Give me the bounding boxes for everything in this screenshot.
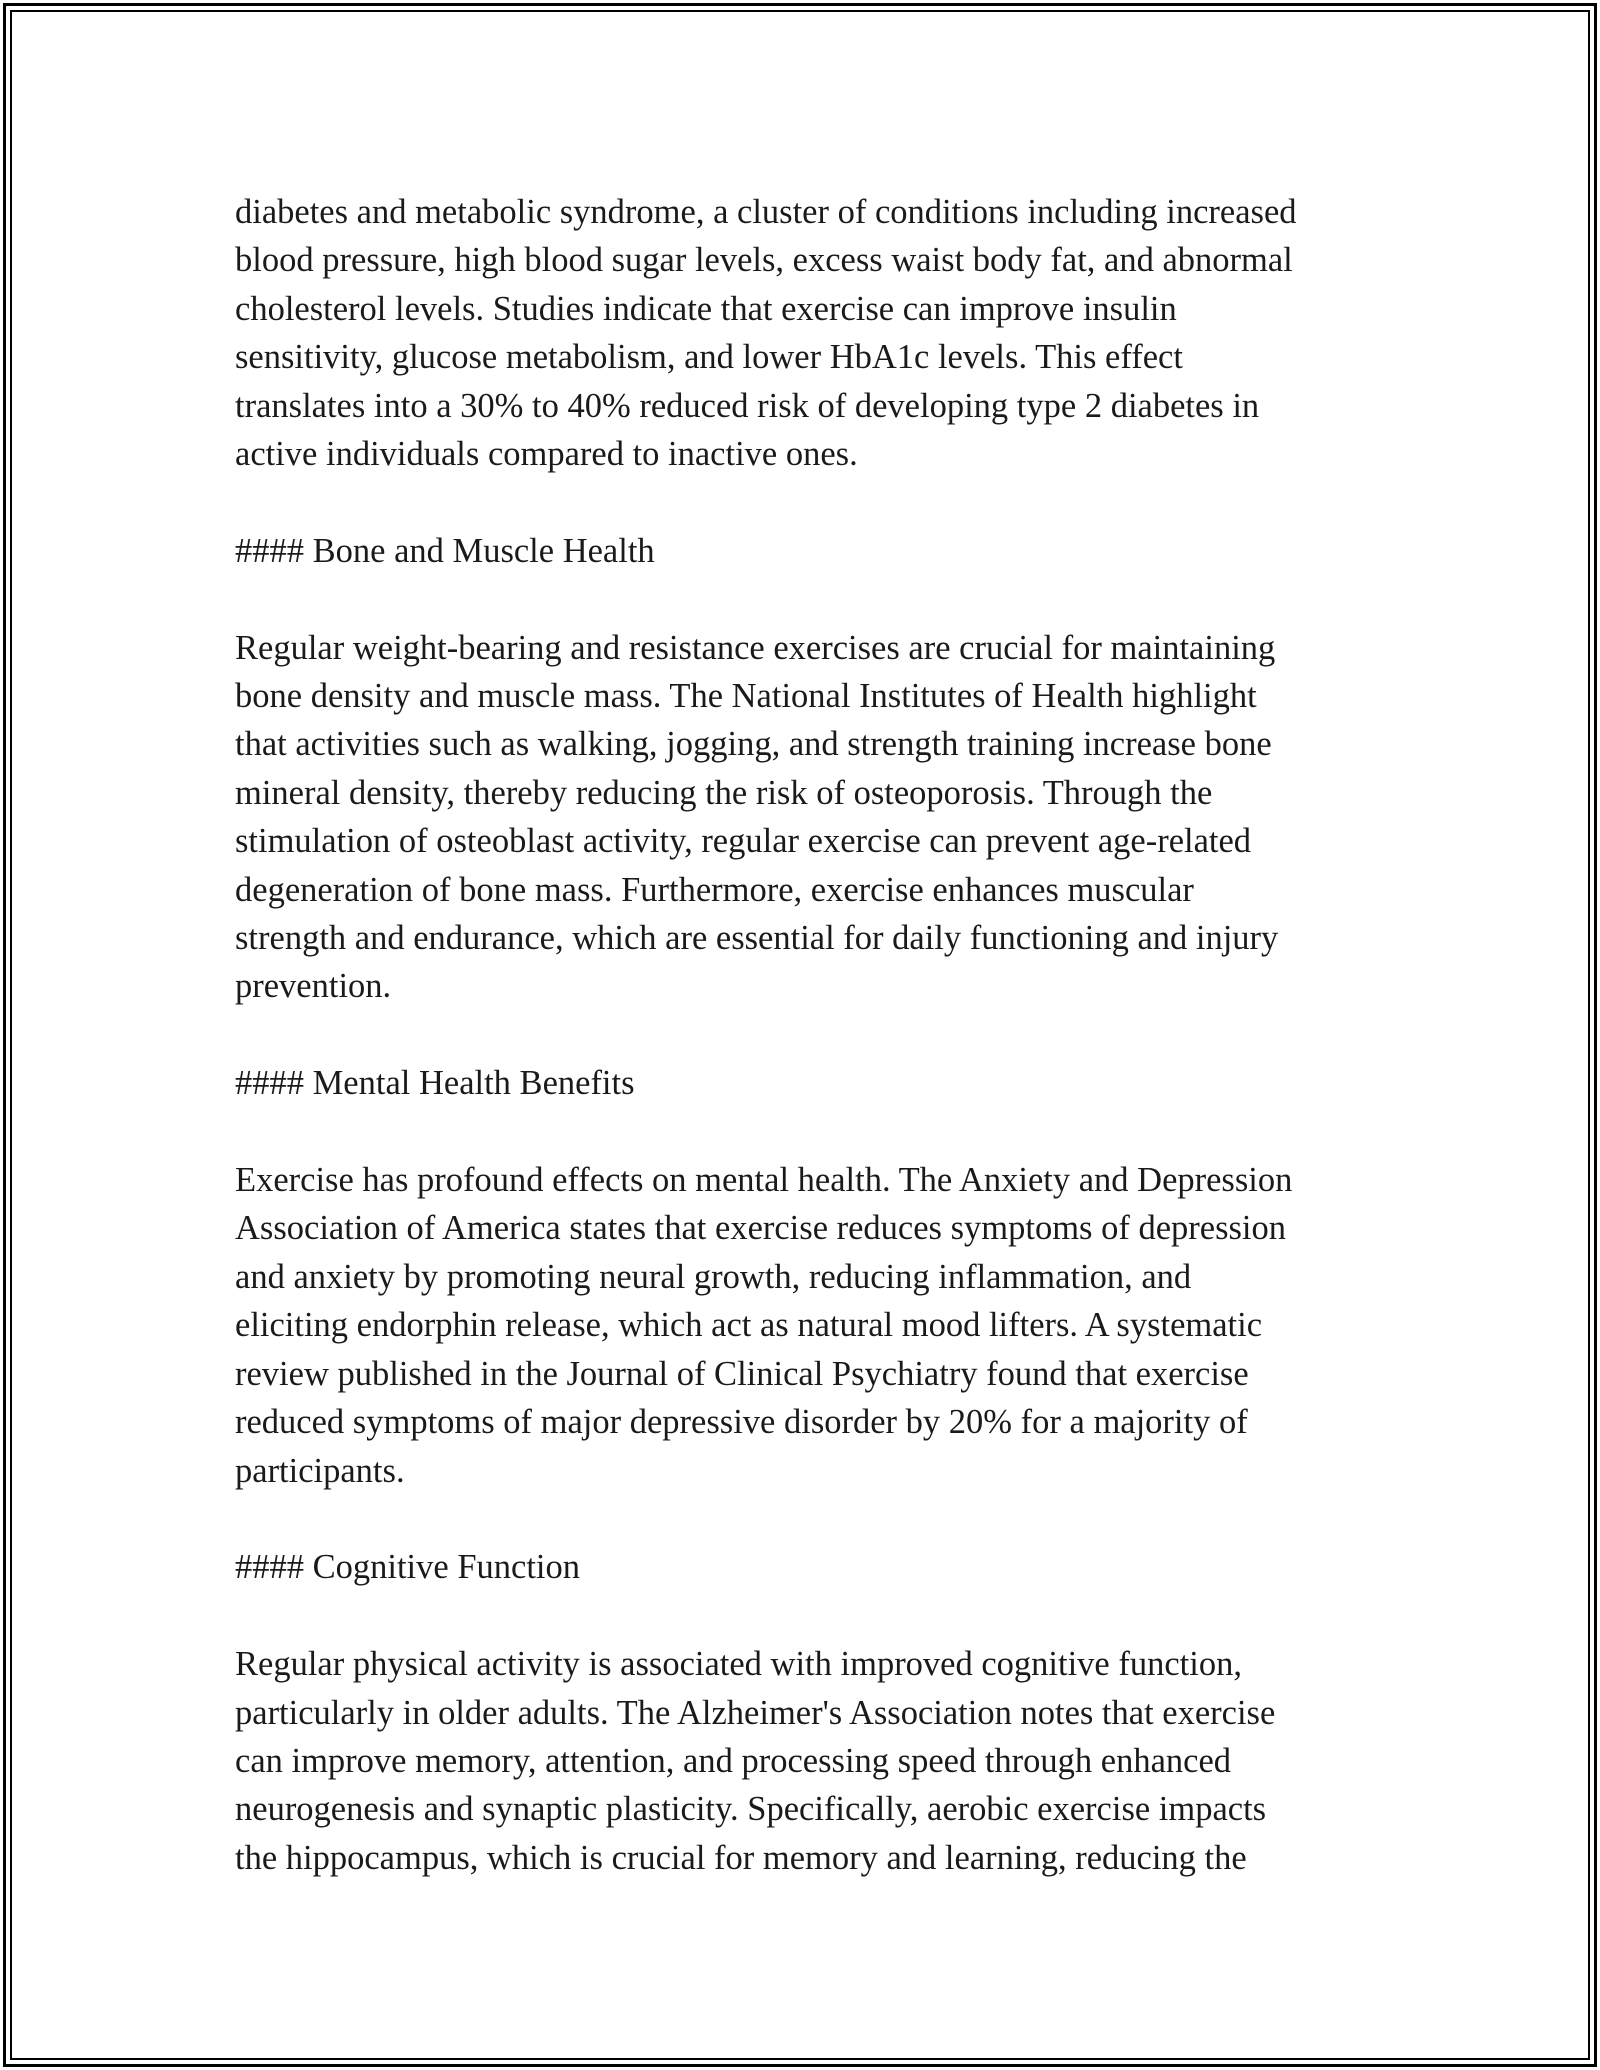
text-line: that activities such as walking, jogging, and strength training increase bone bbox=[235, 725, 1272, 764]
text-line: neurogenesis and synaptic plasticity. Specifically, aerobic exercise impacts bbox=[235, 1790, 1267, 1829]
text-line: Association of America states that exercise reduces symptoms of depression bbox=[235, 1209, 1287, 1248]
text-line: prevention. bbox=[235, 967, 392, 1006]
text-line: participants. bbox=[235, 1451, 405, 1490]
heading-mental-health-benefits: #### Mental Health Benefits bbox=[235, 1064, 635, 1103]
text-line: reduced symptoms of major depressive disorder by 20% for a majority of bbox=[235, 1403, 1248, 1442]
text-line: diabetes and metabolic syndrome, a cluster of conditions including increased bbox=[235, 193, 1297, 231]
text-line: active individuals compared to inactive ones. bbox=[235, 435, 858, 474]
text-line: translates into a 30% to 40% reduced risk of developing type 2 diabetes in bbox=[235, 386, 1260, 425]
text-line: review published in the Journal of Clinical Psychiatry found that exercise bbox=[235, 1354, 1249, 1393]
text-line: particularly in older adults. The Alzheimer's Association notes that exercise bbox=[235, 1693, 1276, 1732]
text-line: strength and endurance, which are essential for daily functioning and injury bbox=[235, 919, 1279, 958]
text-line: mineral density, thereby reducing the risk of osteoporosis. Through the bbox=[235, 773, 1213, 812]
paragraph-cognitive-function bbox=[235, 1640, 1375, 1882]
text-line: stimulation of osteoblast activity, regular exercise can prevent age-related bbox=[235, 822, 1252, 861]
text-line: eliciting endorphin release, which act as natural mood lifters. A systematic bbox=[235, 1306, 1263, 1345]
text-line: cholesterol levels. Studies indicate that exercise can improve insulin bbox=[235, 289, 1177, 328]
paragraph-bone-muscle bbox=[235, 624, 1375, 1011]
heading-bone-muscle-health: #### Bone and Muscle Health bbox=[235, 531, 655, 570]
text-line: can improve memory, attention, and processing speed through enhanced bbox=[235, 1741, 1232, 1780]
paragraph-diabetes bbox=[235, 188, 1375, 478]
text-line: bone density and muscle mass. The National Institutes of Health highlight bbox=[235, 677, 1257, 716]
text-line: degeneration of bone mass. Furthermore, exercise enhances muscular bbox=[235, 870, 1194, 909]
text-line: Exercise has profound effects on mental health. The Anxiety and Depression bbox=[235, 1161, 1293, 1200]
paragraph-mental-health bbox=[235, 1156, 1375, 1495]
text-line: blood pressure, high blood sugar levels, excess waist body fat, and abnormal bbox=[235, 241, 1293, 280]
text-line: sensitivity, glucose metabolism, and lower HbA1c levels. This effect bbox=[235, 338, 1183, 377]
document-body bbox=[235, 188, 1375, 1931]
heading-cognitive-function: #### Cognitive Function bbox=[235, 1548, 580, 1587]
text-line: and anxiety by promoting neural growth, reducing inflammation, and bbox=[235, 1257, 1192, 1296]
text-line: Regular weight-bearing and resistance exercises are crucial for maintaining bbox=[235, 628, 1276, 667]
text-line: the hippocampus, which is crucial for memory and learning, reducing the bbox=[235, 1838, 1247, 1877]
text-line: Regular physical activity is associated with improved cognitive function, bbox=[235, 1645, 1242, 1684]
